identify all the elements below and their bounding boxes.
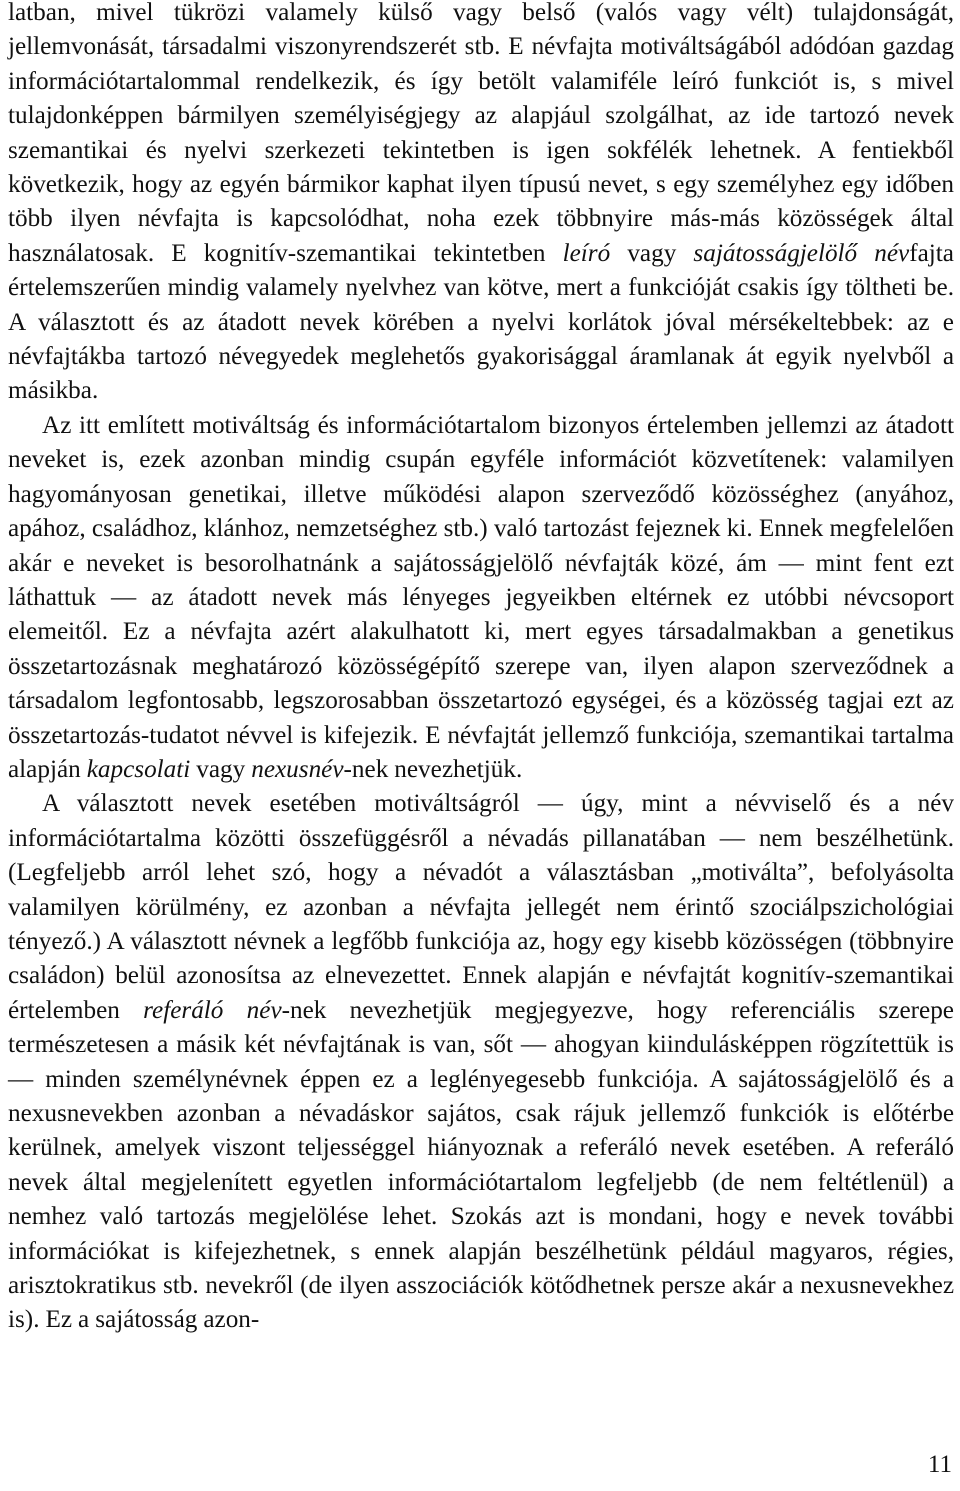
paragraph-1 [8,0,954,409]
text-run: Az itt említett motiváltság és információtartalom bizonyos értelemben jellemzi az átadott neveket is, ezek azonban mindig csupán egyféle információt közvetítenek: valamilyen hagyományosan genetikai, illetve működési alapon szerveződő közösséghez (anyához, apához, családhoz, klánhoz, nemzetséghez stb.) való tartozást fejeznek ki. Ennek megfelelően akár e neveket is besorolhatnánk a sajátosságjelölő névfajták közé, ám — mint fent ezt láthattuk — az átadott nevek más lényeges jegyeikben eltérnek ez utóbbi névcsoport elemeitől. Ez a névfajta azért alakulhatott ki, mert egyes társadalmakban a genetikus összetartozásnak meghatározó közösségépítő szerepe van, ilyen alapon szerveződnek a társadalom legfontosabb, legszorosabban összetartozó egységei, és a közösség tagjai ezt az összetartozás-tudatot névvel is kifejezik. E névfajtát jellemző funkciója, szemantikai tartalma alapján [8,411,954,783]
text-run: fajta értelemszerűen mindig valamely nyelvhez van kötve, mert a funkcióját csakis így töltheti be. A választott és az átadott nevek körében a nyelvi korlátok jóval mérsékeltebbek: az e névfajtákba tartozó névegyedek meglehetős gyakorisággal áramlanak át egyik nyelvből a másikba. [8,239,954,405]
text-run: A választott nevek esetében motiváltságról — úgy, mint a névviselő és a név információtartalma közötti összefüggésről a névadás pillanatában — nem beszélhetünk. (Legfeljebb arról lehet szó, hogy a névadót a választásban „motiválta”, befolyásolta valamilyen körülmény, ez azonban a névfajta jellegét nem érintő szociálpszichológiai tényező.) A választott névnek a legfőbb funkciója az, hogy egy kisebb közösségen (többnyire családon) belül azonosítsa az elnevezettet. Ennek alapján e névfajtát kognitív-szemantikai értelemben [8,790,954,1024]
text-run: vagy [610,239,694,267]
text-run: -nek nevezhetjük. [343,755,523,783]
document-page [8,0,954,1338]
text-run: latban, mivel tükrözi valamely külső vagy belső (valós vagy vélt) tulajdonságát, jellemvonását, társadalmi viszonyrendszerét stb. E névfajta motiváltságából adódóan gazdag információtartalommal rendelkezik, és így betölt valamiféle leíró funkciót is, s mivel tulajdonképpen bármilyen személyiségjegy az alapjául szolgálhat, az ide tartozó nevek szemantikai és nyelvi szerkezeti tekintetben is igen sokfélék lehetnek. A fentiekből következik, hogy az egyén bármikor kaphat ilyen típusú nevet, s egy személyhez egy időben több ilyen névfajta is kapcsolódhat, noha ezek többnyire más-más közösségek által használatosak. E kognitív-szemantikai tekintetben [8,0,954,267]
italic-term-feralo-nev: referáló név [143,996,282,1024]
italic-term-sajatossagjelolo-nev: sajátosságjelölő név [693,239,910,267]
text-run: vagy [190,755,252,783]
italic-term-leiro: leíró [562,239,611,267]
paragraph-2 [8,409,954,787]
text-run: -nek nevezhetjük megjegyezve, hogy referenciális szerepe természetesen a másik két névfajtának is van, sőt — ahogyan kiindulásképpen rögzítettük is — minden személynévnek éppen ez a leglényegesebb funkciója. A sajátosságjelölő és a nexusnevekben azonban a névadáskor sajátos, csak rájuk jellemző funkciók is előtérbe kerülnek, amelyek viszont teljességgel hiányoznak a referáló nevek esetében. A referáló nevek által megjelenített egyetlen információtartalom legfeljebb (de nem feltétlenül) a nemhez való tartozás megjelölése lehet. Szokás azt is mondani, hogy e nevek további információkat is kifejezhetnek, s ennek alapján beszélhetünk például magyaros, régies, arisztokratikus stb. nevekről (de ilyen asszociációk kötődhetnek persze akár a nexusnevekhez is). Ez a sajátosság azon- [8,996,954,1334]
page-number: 11 [927,1451,952,1478]
paragraph-3 [8,787,954,1338]
italic-term-nexusnev: nexusnév [251,755,344,783]
italic-term-kapcsolati: kapcsolati [86,755,191,783]
